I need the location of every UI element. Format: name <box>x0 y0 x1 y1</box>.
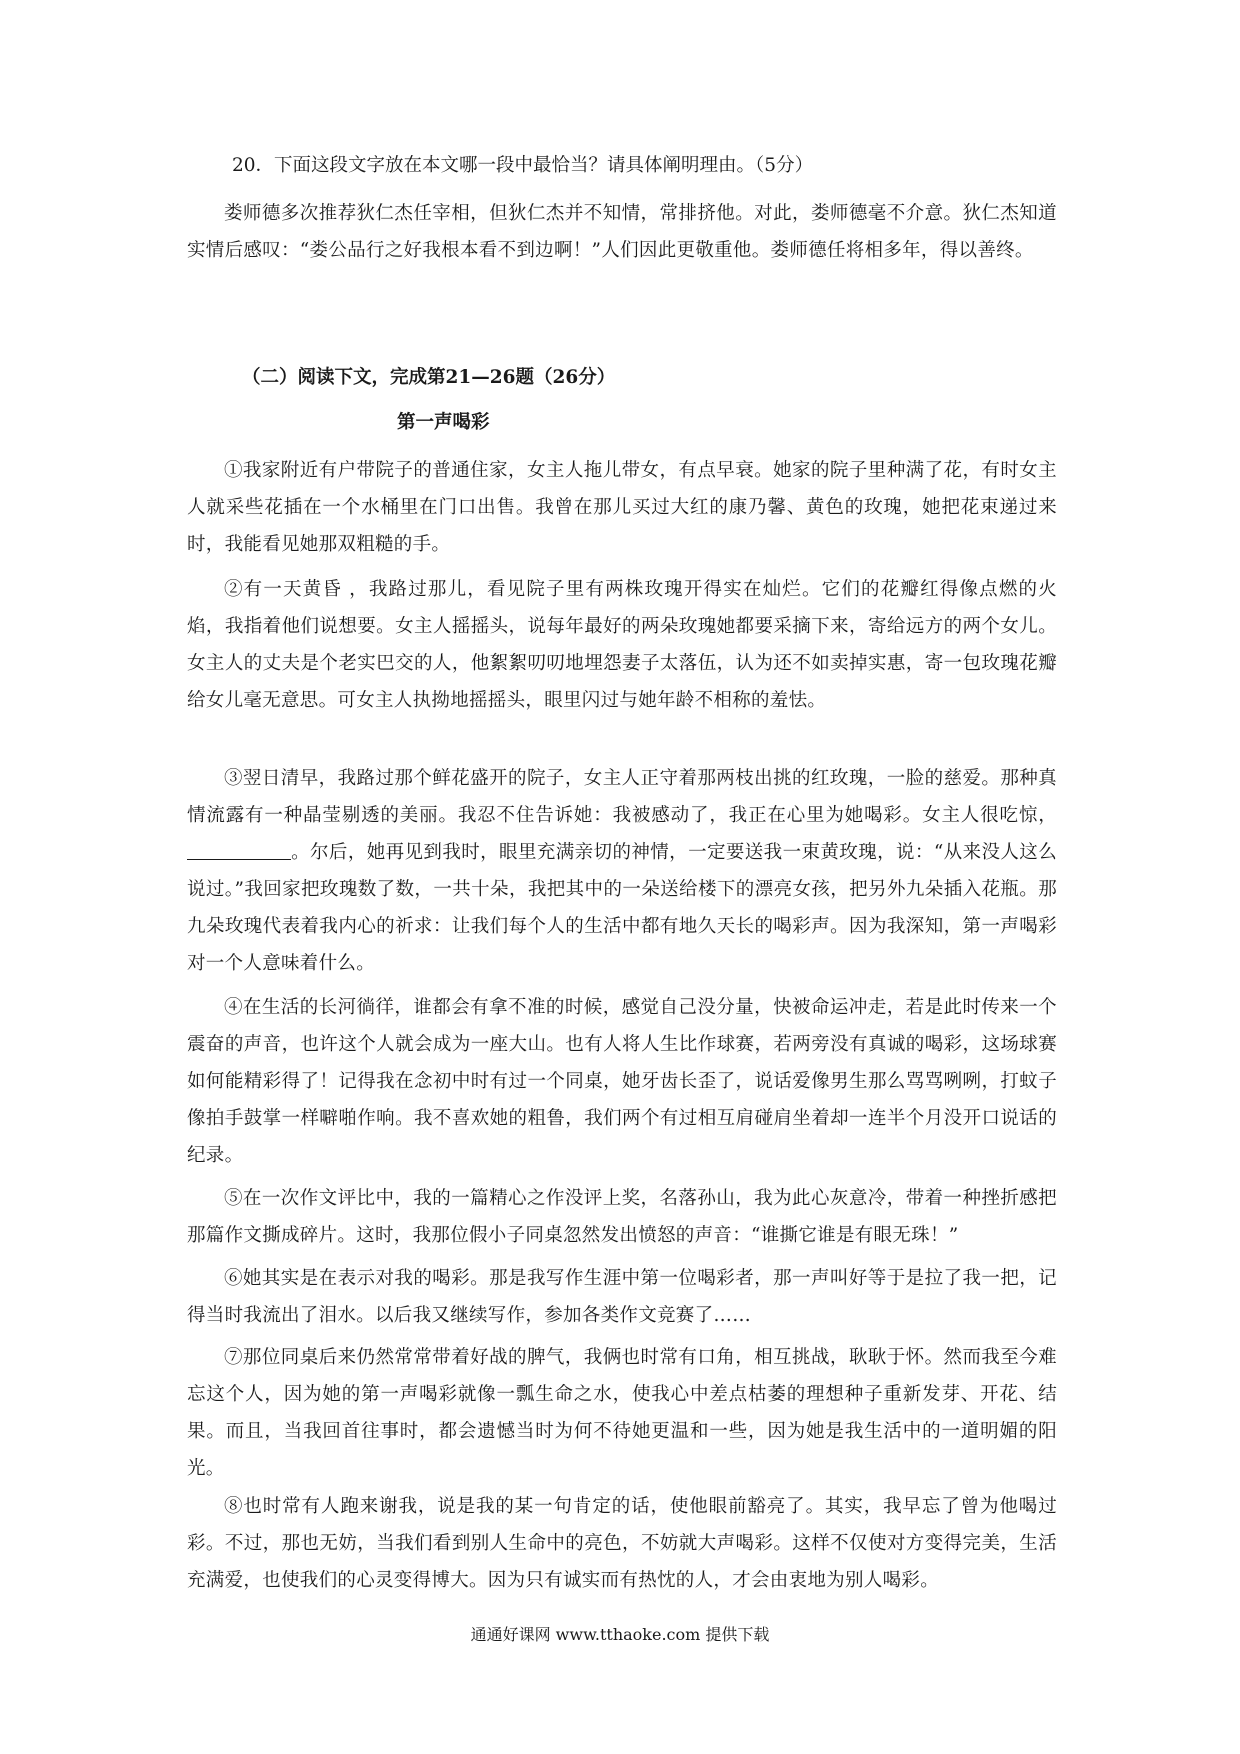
paragraph-7: ⑦那位同桌后来仍然常常带着好战的脾气，我俩也时常有口角，相互挑战，耿耿于怀。然而我至今难忘这个人，因为她的第一声喝彩就像一瓢生命之水，使我心中差点枯萎的理想种子重新发芽、开花、结果。而且，当我回首往事时，都会遗憾当时为何不待她更温和一些，因为她是我生活中的一道明媚的阳光。 <box>187 1347 1057 1479</box>
section-2-heading: （二）阅读下文，完成第21—26题（26分） <box>242 367 616 388</box>
question-20-passage-block <box>187 195 1057 269</box>
paragraph-3-after-blank: 。尔后，她再见到我时，眼里充满亲切的神情，一定要送我一束黄玫瑰，说：“从来没人这么说过。”我回家把玫瑰数了数，一共十朵，我把其中的一朵送给楼下的漂亮女孩，把另外九朵插入花瓶。那九朵玫瑰代表着我内心的祈求：让我们每个人的生活中都有地久天长的喝彩声。因为我深知，第一声喝彩对一个人意味着什么。 <box>187 842 1057 974</box>
footer-source: 通通好课网 www.tthaoke.com 提供下载 <box>470 1625 770 1644</box>
question-20-prompt: 20．下面这段文字放在本文哪一段中最恰当？请具体阐明理由。（5分） <box>232 155 814 176</box>
paragraph-8: ⑧也时常有人跑来谢我，说是我的某一句肯定的话，使他眼前豁亮了。其实，我早忘了曾为他喝过彩。不过，那也无妨，当我们看到别人生命中的亮色，不妨就大声喝彩。这样不仅使对方变得完美，生活充满爱，也使我们的心灵变得博大。因为只有诚实而有热忱的人，才会由衷地为别人喝彩。 <box>187 1496 1057 1591</box>
paragraph-6-block <box>187 1260 1057 1334</box>
paragraph-5: ⑤在一次作文评比中，我的一篇精心之作没评上奖，名落孙山，我为此心灰意冷，带着一种挫折感把那篇作文撕成碎片。这时，我那位假小子同桌忽然发出愤怒的声音：“谁撕它谁是有眼无珠！” <box>187 1188 1057 1246</box>
paragraph-2-block <box>187 571 1057 719</box>
paragraph-4-block <box>187 989 1057 1174</box>
paragraph-4: ④在生活的长河徜徉，谁都会有拿不准的时候，感觉自己没分量，快被命运冲走，若是此时传来一个震奋的声音，也许这个人就会成为一座大山。也有人将人生比作球赛，若两旁没有真诚的喝彩，这场球赛如何能精彩得了！记得我在念初中时有过一个同桌，她牙齿长歪了，说话爱像男生那么骂骂咧咧，打蚊子像拍手鼓掌一样噼啪作响。我不喜欢她的粗鲁，我们两个有过相互肩碰肩坐着却一连半个月没开口说话的纪录。 <box>187 997 1057 1166</box>
paragraph-8-block <box>187 1488 1057 1599</box>
question-20-passage: 娄师德多次推荐狄仁杰任宰相，但狄仁杰并不知情，常排挤他。对此，娄师德毫不介意。狄仁杰知道实情后感叹：“娄公品行之好我根本看不到边啊！”人们因此更敬重他。娄师德任将相多年，得以善终。 <box>187 203 1057 261</box>
paragraph-2: ②有一天黄昏 ，我路过那儿，看见院子里有两株玫瑰开得实在灿烂。它们的花瓣红得像点燃的火焰，我指着他们说想要。女主人摇摇头，说每年最好的两朵玫瑰她都要采摘下来，寄给远方的两个女儿。女主人的丈夫是个老实巴交的人，他絮絮叨叨地埋怨妻子太落伍，认为还不如卖掉实惠，寄一包玫瑰花瓣给女儿毫无意思。可女主人执拗地摇摇头，眼里闪过与她年龄不相称的羞怯。 <box>187 579 1057 711</box>
paragraph-3-block <box>187 760 1057 982</box>
article-title: 第一声喝彩 <box>397 412 490 433</box>
answer-blank[interactable] <box>187 839 291 860</box>
paragraph-5-block <box>187 1180 1057 1254</box>
paragraph-7-block <box>187 1339 1057 1487</box>
paragraph-3 <box>187 760 1057 982</box>
paragraph-3-before-blank: ③翌日清早，我路过那个鲜花盛开的院子，女主人正守着那两枝出挑的红玫瑰，一脸的慈爱。那种真情流露有一种晶莹剔透的美丽。我忍不住告诉她：我被感动了，我正在心里为她喝彩。女主人很吃惊， <box>187 768 1057 826</box>
paragraph-1: ①我家附近有户带院子的普通住家，女主人拖儿带女，有点早衰。她家的院子里种满了花，有时女主人就采些花插在一个水桶里在门口出售。我曾在那儿买过大红的康乃馨、黄色的玫瑰，她把花束递过来时，我能看见她那双粗糙的手。 <box>187 460 1057 555</box>
paragraph-1-block <box>187 452 1057 563</box>
paragraph-6: ⑥她其实是在表示对我的喝彩。那是我写作生涯中第一位喝彩者，那一声叫好等于是拉了我一把，记得当时我流出了泪水。以后我又继续写作，参加各类作文竞赛了…… <box>187 1268 1057 1326</box>
